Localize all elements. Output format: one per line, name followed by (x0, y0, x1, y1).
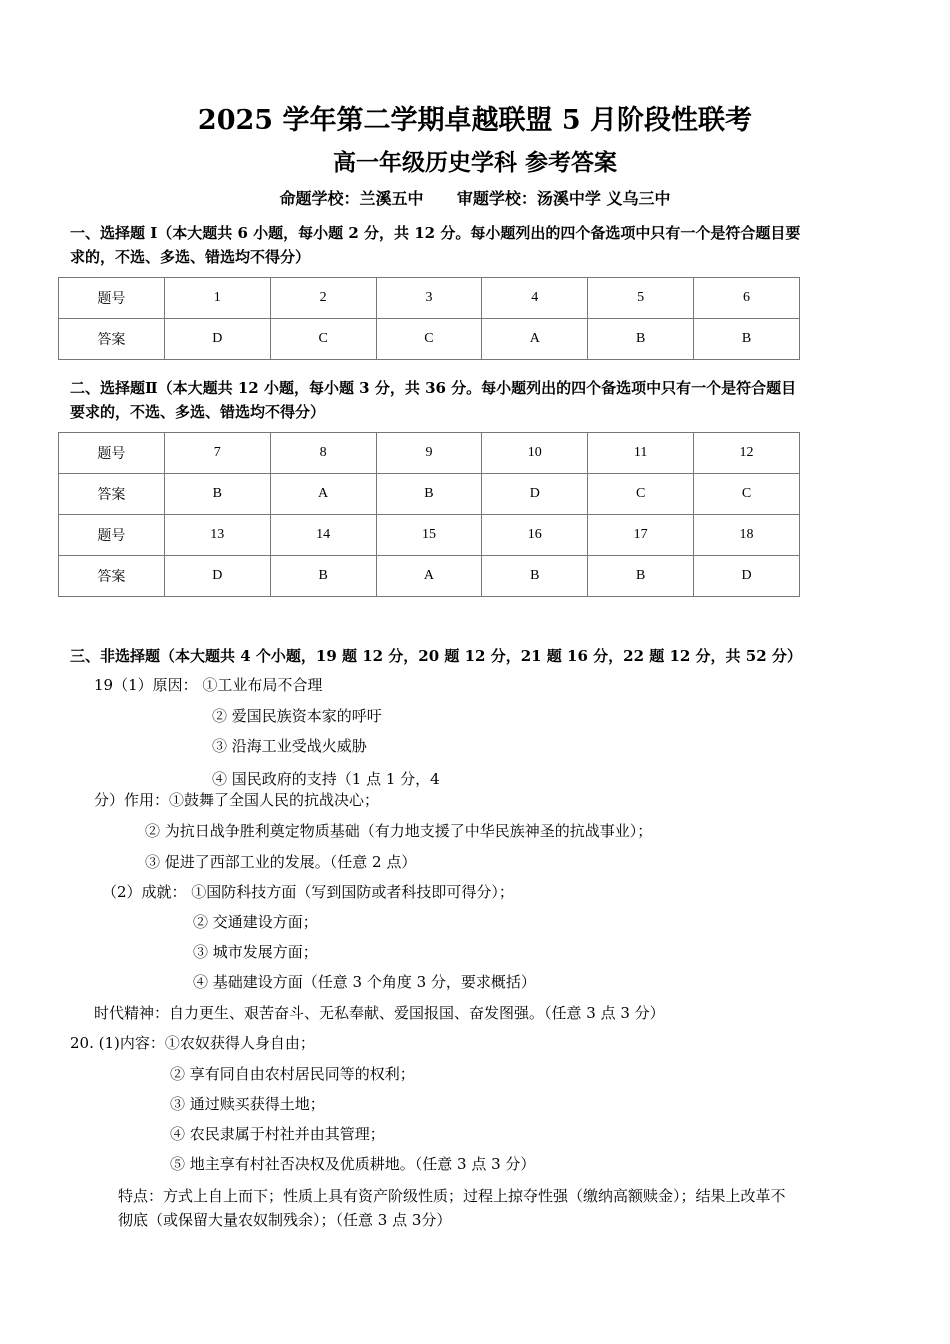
question-number: 9 (376, 433, 482, 474)
answer-line: 20. (1)内容：①农奴获得人身自由； (70, 1034, 315, 1052)
section2-answer-table (58, 432, 800, 597)
question-number: 18 (694, 515, 800, 556)
question-number: 8 (270, 433, 376, 474)
table-row (59, 515, 800, 556)
row-label-answer: 答案 (59, 474, 165, 515)
answer-cell: B (164, 474, 270, 515)
question-number: 16 (482, 515, 588, 556)
question-number: 11 (588, 433, 694, 474)
question-number: 7 (164, 433, 270, 474)
question-number: 4 (482, 278, 588, 319)
answer-cell: C (376, 319, 482, 360)
answer-cell: A (270, 474, 376, 515)
answer-cell: C (694, 474, 800, 515)
answer-cell: B (482, 556, 588, 597)
section2-heading-line2: 要求的，不选、多选、错选均不得分） (70, 403, 326, 421)
section2-heading-line1: 二、选择题Ⅱ（本大题共 12 小题，每小题 3 分，共 36 分。每小题列出的四个备选项中只有一个是符合题目 (70, 379, 797, 397)
question-number: 14 (270, 515, 376, 556)
answer-line: ④ 农民隶属于村社并由其管理； (170, 1125, 385, 1143)
answer-cell: B (270, 556, 376, 597)
row-label-question: 题号 (59, 433, 165, 474)
answer-line: ② 爱国民族资本家的呼吁 (212, 707, 382, 725)
page-title: 2025 学年第二学期卓越联盟 5 月阶段性联考 (197, 105, 753, 136)
answer-cell: D (694, 556, 800, 597)
answer-line: 彻底（或保留大量农奴制残余）；（任意 3 点 3分） (118, 1211, 452, 1229)
answer-line: ② 交通建设方面； (193, 913, 318, 931)
question-number: 12 (694, 433, 800, 474)
answer-line: 19（1）原因： ①工业布局不合理 (94, 676, 323, 694)
answer-line: ④ 基础建设方面（任意 3 个角度 3 分，要求概括） (193, 973, 536, 991)
answer-line: ③ 沿海工业受战火威胁 (212, 737, 367, 755)
answer-cell: B (694, 319, 800, 360)
answer-cell: C (270, 319, 376, 360)
answer-cell: D (164, 319, 270, 360)
answer-line: ③ 通过赎买获得土地； (170, 1095, 325, 1113)
table-row (59, 319, 800, 360)
section1-heading-line1: 一、选择题 I（本大题共 6 小题，每小题 2 分，共 12 分。每小题列出的四个备选项中只有一个是符合题目要 (70, 224, 801, 242)
answer-line: ② 为抗日战争胜利奠定物质基础（有力地支援了中华民族神圣的抗战事业）； (145, 822, 653, 840)
row-label-question: 题号 (59, 278, 165, 319)
section3-heading: 三、非选择题（本大题共 4 个小题，19 题 12 分，20 题 12 分，21 题 16 分，22 题 12 分，共 52 分） (70, 647, 802, 665)
section1-heading-line2: 求的，不选、多选、错选均不得分） (70, 248, 311, 266)
question-number: 6 (694, 278, 800, 319)
answer-cell: D (482, 474, 588, 515)
answer-line: ④ 国民政府的支持（1 点 1 分，4 (212, 770, 440, 788)
answer-line: ③ 促进了西部工业的发展。（任意 2 点） (145, 853, 417, 871)
answer-line: 分）作用：①鼓舞了全国人民的抗战决心； (94, 791, 380, 809)
answer-cell: B (588, 319, 694, 360)
question-number: 17 (588, 515, 694, 556)
page-subtitle: 高一年级历史学科 参考答案 (332, 149, 617, 176)
answer-cell: A (376, 556, 482, 597)
question-number: 10 (482, 433, 588, 474)
question-number: 1 (164, 278, 270, 319)
answer-line: ⑤ 地主享有村社否决权及优质耕地。（任意 3 点 3 分） (170, 1155, 536, 1173)
table-row (59, 278, 800, 319)
answer-line: 特点：方式上自上而下；性质上具有资产阶级性质；过程上掠夺性强（缴纳高额赎金）；结果上改革不 (118, 1187, 786, 1205)
question-number: 3 (376, 278, 482, 319)
answer-line: ② 享有同自由农村居民同等的权利； (170, 1065, 415, 1083)
table-row (59, 474, 800, 515)
section1-answer-table (58, 277, 800, 360)
answer-cell: C (588, 474, 694, 515)
question-number: 2 (270, 278, 376, 319)
table-row (59, 433, 800, 474)
answer-cell: A (482, 319, 588, 360)
school-info: 命题学校：兰溪五中 审题学校：汤溪中学 义乌三中 (279, 189, 671, 208)
answer-cell: B (376, 474, 482, 515)
answer-line: ③ 城市发展方面； (193, 943, 318, 961)
question-number: 15 (376, 515, 482, 556)
row-label-answer: 答案 (59, 319, 165, 360)
row-label-answer: 答案 (59, 556, 165, 597)
row-label-question: 题号 (59, 515, 165, 556)
question-number: 5 (588, 278, 694, 319)
table-row (59, 556, 800, 597)
answer-cell: D (164, 556, 270, 597)
question-number: 13 (164, 515, 270, 556)
answer-cell: B (588, 556, 694, 597)
answer-line: 时代精神：自力更生、艰苦奋斗、无私奉献、爱国报国、奋发图强。（任意 3 点 3 分） (94, 1004, 665, 1022)
answer-line: （2）成就： ①国防科技方面（写到国防或者科技即可得分）； (102, 883, 514, 901)
